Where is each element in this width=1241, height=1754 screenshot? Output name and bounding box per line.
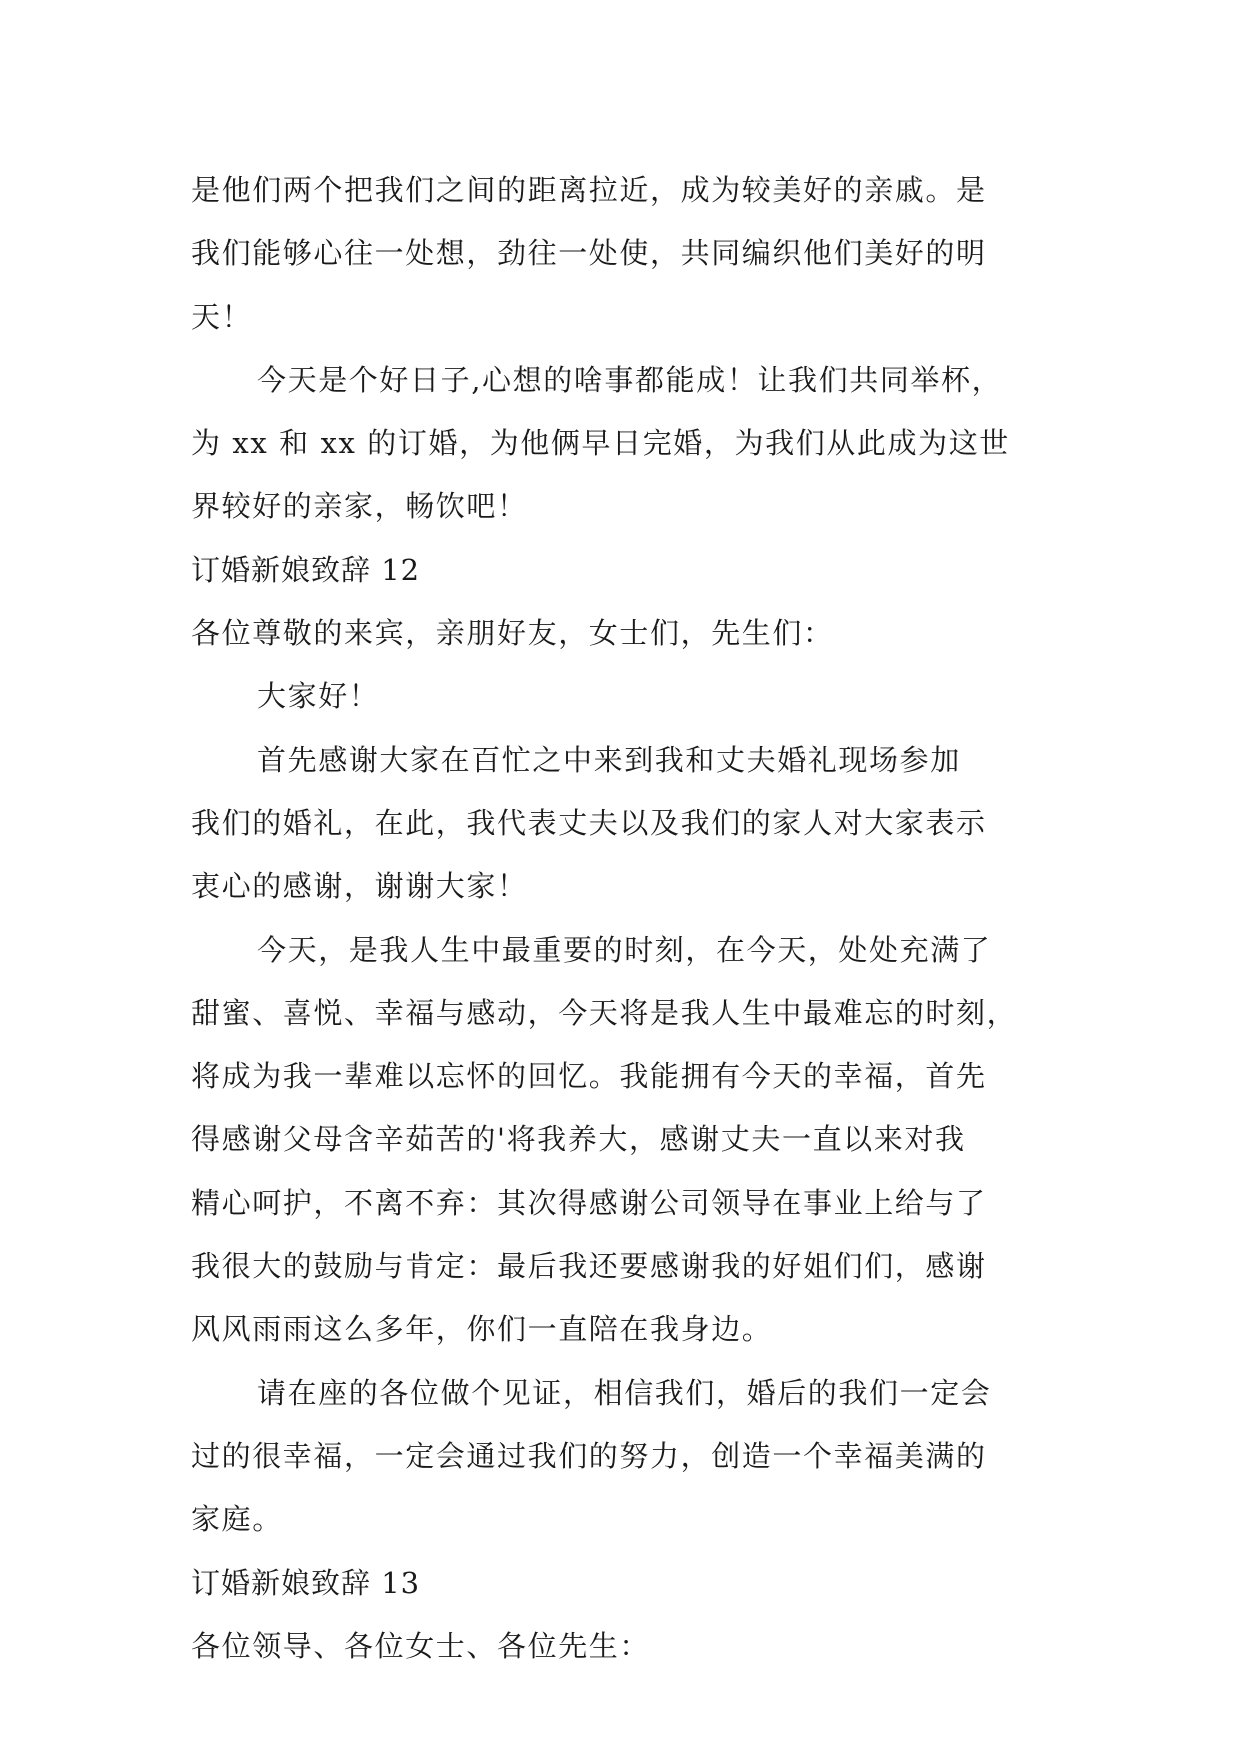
- paragraph-line: 家庭。: [191, 1502, 283, 1537]
- paragraph-line: 请在座的各位做个见证，相信我们，婚后的我们一定会: [257, 1375, 992, 1410]
- paragraph-line: 是他们两个把我们之间的距离拉近，成为较美好的亲戚。是: [191, 173, 987, 207]
- paragraph-line: 我很大的鼓励与肯定：最后我还要感谢我的好姐们们，感谢: [191, 1249, 987, 1284]
- salutation-line: 各位尊敬的来宾，亲朋好友，女士们，先生们：: [191, 616, 834, 651]
- paragraph-line: 甜蜜、喜悦、幸福与感动，今天将是我人生中最难忘的时刻，: [191, 995, 1018, 1030]
- paragraph-line: 过的很幸福，一定会通过我们的努力，创造一个幸福美满的: [191, 1438, 987, 1473]
- paragraph-line: 天！: [191, 299, 253, 334]
- paragraph-line: 为 xx 和 xx 的订婚，为他俩早日完婚，为我们从此成为这世: [191, 426, 1010, 461]
- paragraph-line: 精心呵护，不离不弃：其次得感谢公司领导在事业上给与了: [191, 1185, 987, 1220]
- section-heading: 订婚新娘致辞 13: [191, 1565, 421, 1600]
- paragraph-line: 首先感谢大家在百忙之中来到我和丈夫婚礼现场参加: [257, 742, 961, 777]
- salutation-line: 各位领导、各位女士、各位先生：: [191, 1628, 651, 1663]
- paragraph-line: 得感谢父母含辛茹苦的'将我养大，感谢丈夫一直以来对我: [191, 1122, 966, 1157]
- document-body: [191, 159, 1051, 1678]
- paragraph-line: 界较好的亲家，畅饮吧！: [191, 489, 528, 524]
- section-heading: 订婚新娘致辞 12: [191, 552, 421, 587]
- paragraph-line: 衷心的感谢，谢谢大家！: [191, 869, 528, 904]
- paragraph-line: 今天是个好日子,心想的啥事都能成！让我们共同举杯，: [257, 362, 1003, 397]
- paragraph-line: 今天，是我人生中最重要的时刻，在今天，处处充满了: [257, 932, 992, 967]
- paragraph-line: 我们的婚礼，在此，我代表丈夫以及我们的家人对大家表示: [191, 805, 987, 840]
- paragraph-line: 我们能够心往一处想，劲往一处使，共同编织他们美好的明: [191, 236, 987, 271]
- paragraph-line: 将成为我一辈难以忘怀的回忆。我能拥有今天的幸福，首先: [191, 1059, 987, 1094]
- paragraph-line: 风风雨雨这么多年，你们一直陪在我身边。: [191, 1312, 773, 1347]
- greeting-line: 大家好！: [257, 679, 380, 714]
